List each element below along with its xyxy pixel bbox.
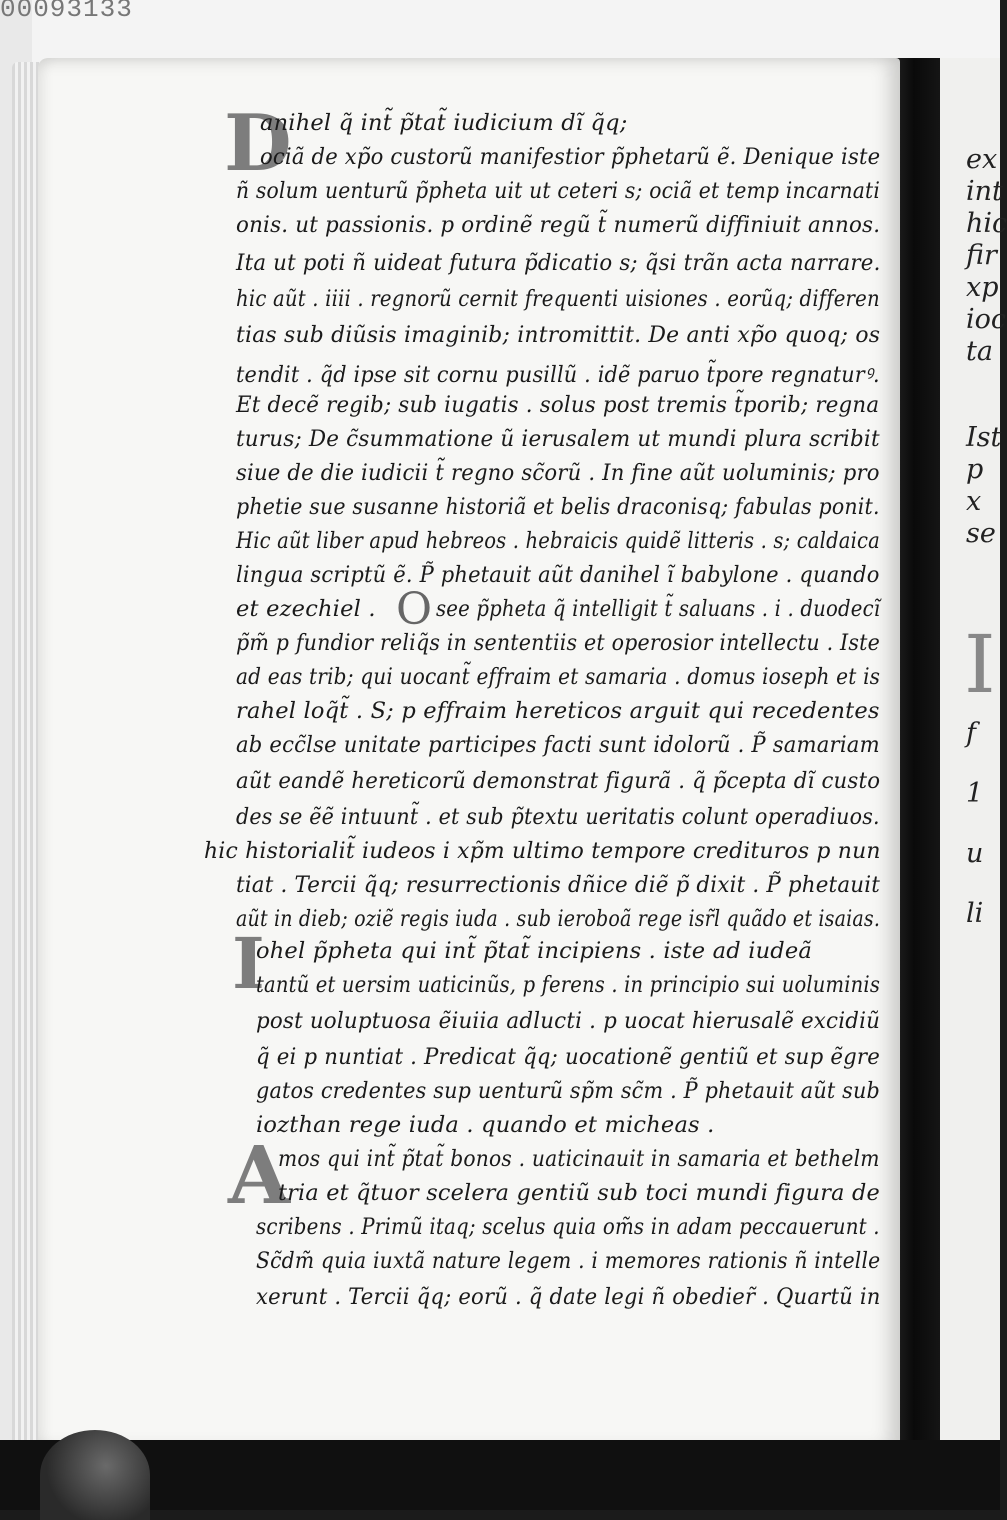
text-line: tendit . q̃d ipse sit cornu pusillũ . idẽ paruo t̃pore regnaturꝰ.	[236, 362, 880, 388]
text-line: et ezechiel .	[236, 596, 376, 622]
facing-initial: I	[964, 618, 996, 711]
text-line: ohel p̃pheta qui int̃ p̃tat̃ incipiens . iste ad iudeã	[256, 938, 813, 964]
facing-fragment: f	[966, 718, 976, 749]
facing-fragment: fir	[966, 240, 997, 271]
facing-fragment: se	[966, 518, 996, 549]
text-line: tantũ et uersim uaticinũs, p ferens . in principio sui uoluminis	[256, 972, 881, 998]
facing-fragment: p	[966, 454, 984, 485]
text-line: Hic aũt liber apud hebreos . hebraicis quidẽ litteris . s; caldaica	[236, 528, 881, 554]
text-line: hic aũt . iiii . regnorũ cernit frequenti uisiones . eorũq; differen	[236, 286, 880, 312]
initial-o: O	[396, 584, 433, 635]
text-line: tiat . Tercii q̃q; resurrectionis dñice diẽ p̃ dixit . P̃ phetauit	[236, 872, 881, 898]
scanner-bed-bottom	[0, 1440, 1000, 1510]
text-line: ab ecc̃lse unitate participes facti sunt idolorũ . P̃ samariam	[236, 732, 880, 758]
text-line: ad eas trib; qui uocant̃ effraim et samaria . domus ioseph et is	[236, 664, 881, 690]
facing-page	[940, 58, 1007, 1450]
text-line: aũt eandẽ hereticorũ demonstrat figurã . q̃ p̃cepta dĩ custo	[236, 768, 881, 794]
text-line: tria et q̃tuor scelera gentiũ sub toci mundi figura de	[278, 1180, 880, 1206]
manuscript-text	[38, 58, 900, 1450]
text-line: rahel loq̃t̃ . S; p effraim hereticos arguit qui recedentes	[236, 698, 880, 724]
scanner-bed-top	[0, 0, 1000, 62]
facing-fragment: 1	[966, 778, 984, 809]
text-line: Sc̃dm̃ quia iuxtã nature legem . i memores rationis ñ intelle	[256, 1248, 881, 1274]
text-line: des se ẽẽ intuunt̃ . et sub p̃textu ueritatis colunt operadiuos.	[236, 804, 880, 830]
text-line: scribens . Primũ itaq; scelus quia om̃s in adam peccauerunt .	[256, 1214, 880, 1240]
facing-fragment: li	[966, 898, 984, 929]
text-line: q̃ ei p nuntiat . Predicat q̃q; uocationẽ gentiũ et sup ẽgre	[256, 1044, 881, 1070]
text-line: gatos credentes sup uenturũ sp̃m sc̃m . P̃ phetauit aũt sub	[256, 1078, 881, 1104]
text-line: aũt in dieb; oziẽ regis iuda . sub ieroboã rege isr̃l quãdo et isaias.	[236, 906, 881, 932]
text-line: siue de die iudicii t̃ regno sc̃orũ . In fine aũt uoluminis; pro	[236, 460, 880, 486]
facing-fragment: ex	[966, 144, 998, 175]
text-line: ñ solum uenturũ p̃pheta uit ut ceteri s; ociã et temp incarnati	[236, 178, 881, 204]
text-line: hic historialit̃ iudeos i xp̃m ultimo tempore credituros p nun	[204, 838, 881, 864]
facing-fragment: xp	[966, 272, 999, 303]
manuscript-page	[38, 58, 900, 1450]
initial-i: I	[232, 922, 265, 1005]
holding-thumb	[40, 1430, 150, 1520]
text-line: Ita ut poti ñ uideat futura p̃dicatio s; q̃si trãn acta narrare.	[236, 250, 881, 276]
text-line: ociã de xp̃o custorũ manifestior p̃phetarũ ẽ. Denique iste	[260, 144, 881, 170]
facing-fragment: Ist	[966, 422, 1002, 453]
text-line: see p̃pheta q̃ intelligit t̃ saluans . i . duodecĩ	[436, 596, 881, 622]
facing-fragment: ioc	[966, 304, 1007, 335]
facing-fragment: ta	[966, 336, 993, 367]
text-line: onis. ut passionis. p ordinẽ regũ t̃ numerũ diffiniuit annos.	[236, 212, 881, 238]
facing-fragment: u	[966, 838, 984, 869]
text-line: tias sub diũsis imaginib; intromittit. De anti xp̃o quoq; os	[236, 322, 881, 348]
text-line: iozthan rege iuda . quando et micheas .	[256, 1112, 715, 1138]
text-line: p̃m̃ p fundior reliq̃s in sententiis et operosior intellectu . Iste	[236, 630, 880, 656]
facing-fragment: int	[966, 176, 1003, 207]
facing-fragment: hic	[966, 208, 1007, 239]
initial-a: A	[228, 1128, 291, 1222]
facing-fragment: x	[966, 486, 982, 517]
text-line: Et decẽ regib; sub iugatis . solus post tremis t̃porib; regna	[236, 392, 880, 418]
text-line: turus; De c̃summatione ũ ierusalem ut mundi plura scribit	[236, 426, 880, 452]
text-line: mos qui int̃ p̃tat̃ bonos . uaticinauit in samaria et bethelm	[278, 1146, 880, 1172]
scan-id-label: 00093133	[0, 0, 133, 24]
text-line: phetie sue susanne historiã et belis draconisq; fabulas ponit.	[236, 494, 880, 520]
text-line: lingua scriptũ ẽ. P̃ phetauit aũt danihel ĩ babylone . quando	[236, 562, 880, 588]
text-line: post uoluptuosa ẽiuiia adlucti . p uocat hierusalẽ excidiũ	[256, 1008, 881, 1034]
text-line: anihel q̃ int̃ p̃tat̃ iudicium dĩ q̃q;	[260, 110, 628, 136]
initial-d: D	[224, 98, 292, 189]
text-line: xerunt . Tercii q̃q; eorũ . q̃ date legi ñ obedier̃ . Quartũ in	[256, 1284, 881, 1310]
